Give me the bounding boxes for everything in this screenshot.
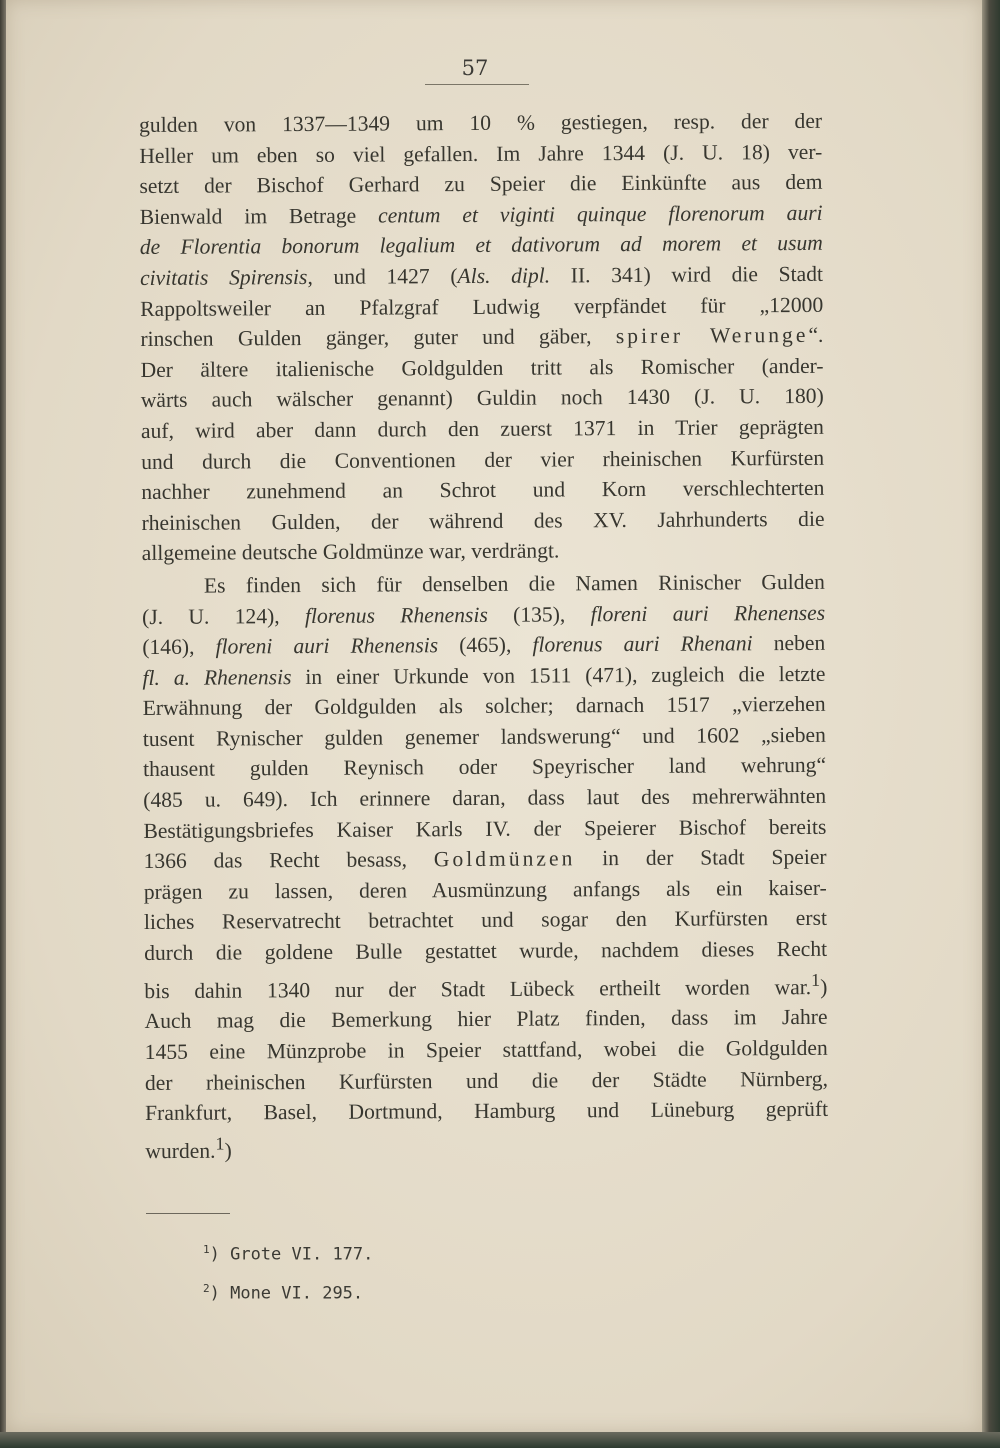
text-line: 1366 das Recht besass, Goldmünzen in der Stadt Speier bbox=[143, 845, 827, 874]
body-text bbox=[139, 106, 828, 1167]
text-line: wurden.$^1$) bbox=[145, 1133, 232, 1163]
text-line: Auch mag die Bemerkung hier Platz finden, dass im Jahre bbox=[144, 1005, 828, 1034]
text-line: bis dahin 1340 nur der Stadt Lübeck ertheilt worden war.$^1$) bbox=[144, 969, 828, 1003]
footnote-mark: 2 bbox=[203, 1281, 210, 1295]
text-line: prägen zu lassen, deren Ausmünzung anfangs als ein kaiser- bbox=[143, 875, 827, 904]
text-line: (485 u. 649). Ich erinnere daran, dass laut des mehrerwähnten bbox=[143, 783, 827, 813]
paragraph-1 bbox=[139, 106, 825, 569]
paragraph-2 bbox=[142, 567, 829, 1167]
text-line: Rappoltsweiler an Pfalzgraf Ludwig verpfändet für „12000 bbox=[140, 292, 824, 321]
latin-name: floreni auri Rhenensis bbox=[215, 633, 439, 659]
page-edge-right bbox=[982, 0, 1000, 1448]
footnote-ref: 1 bbox=[215, 1133, 225, 1154]
footnote-1: $^1$) Grote VI. 177. bbox=[203, 1243, 374, 1265]
text-line: civitatis Spirensis, und 1427 (Als. dipl. II. 341) wird die Stadt bbox=[139, 261, 824, 290]
text-line: auf, wird aber dann durch den zuerst 1371 in Trier geprägten bbox=[140, 414, 825, 443]
latin-quote: centum et viginti quinque florenorum auri bbox=[377, 200, 823, 228]
spaced-emphasis: spirer Werunge bbox=[615, 323, 809, 349]
text-line: (146), floreni auri Rhenensis (465), florenus auri Rhenani neben bbox=[142, 630, 826, 660]
footnotes bbox=[203, 1233, 373, 1310]
text-line: thausent gulden Reynisch oder Speyrischer land wehrung“ bbox=[142, 753, 827, 782]
latin-quote: de Florentia bonorum legalium et dativorum ad morem et usum bbox=[139, 231, 823, 260]
text-line: der rheinischen Kurfürsten und die der Städte Nürnberg, bbox=[144, 1066, 829, 1095]
text-line: liches Reservatrecht betrachtet und sogar den Kurfürsten erst bbox=[143, 906, 828, 935]
text-line: wärts auch wälscher genannt) Guldin noch 1430 (J. U. 180) bbox=[140, 384, 824, 413]
text-line: Es finden sich für denselben die Namen Rinischer Gulden bbox=[203, 569, 825, 598]
text-line: durch die goldene Bulle gestattet wurde, nachdem dieses Recht bbox=[144, 936, 828, 966]
text-line: rinschen Gulden gänger, guter und gäber, spirer Werunge“. bbox=[140, 322, 824, 352]
page-edge-bottom bbox=[0, 1432, 1000, 1448]
text-line: Frankfurt, Basel, Dortmund, Hamburg und Lüneburg geprüft bbox=[145, 1096, 829, 1126]
text-line: 1455 eine Münzprobe in Speier stattfand, wobei die Goldgulden bbox=[144, 1035, 828, 1064]
text-line: rheinischen Gulden, der während des XV. Jahrhunderts die bbox=[141, 506, 825, 535]
latin-name: fl. a. Rhenensis bbox=[142, 664, 292, 690]
text-line: Bestätigungsbriefes Kaiser Karls IV. der Speierer Bischof bereits bbox=[143, 814, 827, 843]
text-line: Der ältere italienische Goldgulden tritt als Romischer (ander- bbox=[140, 353, 824, 382]
page-number-rule bbox=[425, 84, 529, 85]
latin-name: floreni auri Rhenenses bbox=[590, 600, 826, 626]
text-line: setzt der Bischof Gerhard zu Speier die Einkünfte aus dem bbox=[139, 170, 823, 199]
latin-quote: civitatis Spirensis bbox=[139, 264, 308, 290]
text-line: Erwähnung der Goldgulden als solcher; darnach 1517 „vierzehen bbox=[142, 692, 826, 721]
footnote-ref: 1 bbox=[811, 969, 821, 990]
footnote-separator bbox=[146, 1213, 230, 1214]
text-line: allgemeine deutsche Goldmünze war, verdrängt. bbox=[141, 538, 560, 566]
footnote-mark: 1 bbox=[203, 1243, 210, 1256]
footnote-2: $^2$) Mone VI. 295. bbox=[203, 1281, 364, 1304]
text-line: tusent Rynischer gulden genemer landswerung“ und 1602 „sieben bbox=[142, 722, 826, 751]
text-line: (J. U. 124), florenus Rhenensis (135), floreni auri Rhenenses bbox=[142, 600, 826, 629]
text-line: und durch die Conventionen der vier rheinischen Kurfürsten bbox=[141, 445, 825, 474]
spaced-emphasis: Goldmünzen bbox=[433, 846, 576, 872]
text-line: Bienwald im Betrage centum et viginti quinque florenorum auri bbox=[139, 200, 823, 229]
text-line: Heller um eben so viel gefallen. Im Jahre 1344 (J. U. 18) ver- bbox=[139, 139, 823, 168]
page-number: 57 bbox=[461, 56, 489, 80]
latin-name: florenus Rhenensis bbox=[304, 602, 488, 628]
text-line bbox=[140, 228, 823, 263]
latin-name: florenus auri Rhenani bbox=[532, 631, 753, 657]
text-line: nachher zunehmend an Schrot und Korn verschlechterten bbox=[141, 475, 825, 505]
text-line: gulden von 1337—1349 um 10 % gestiegen, resp. der der bbox=[139, 108, 823, 137]
text-line: fl. a. Rhenensis in einer Urkunde von 1511 (471), zugleich die letzte bbox=[142, 661, 826, 690]
citation-abbrev: Als. dipl. bbox=[457, 263, 551, 289]
